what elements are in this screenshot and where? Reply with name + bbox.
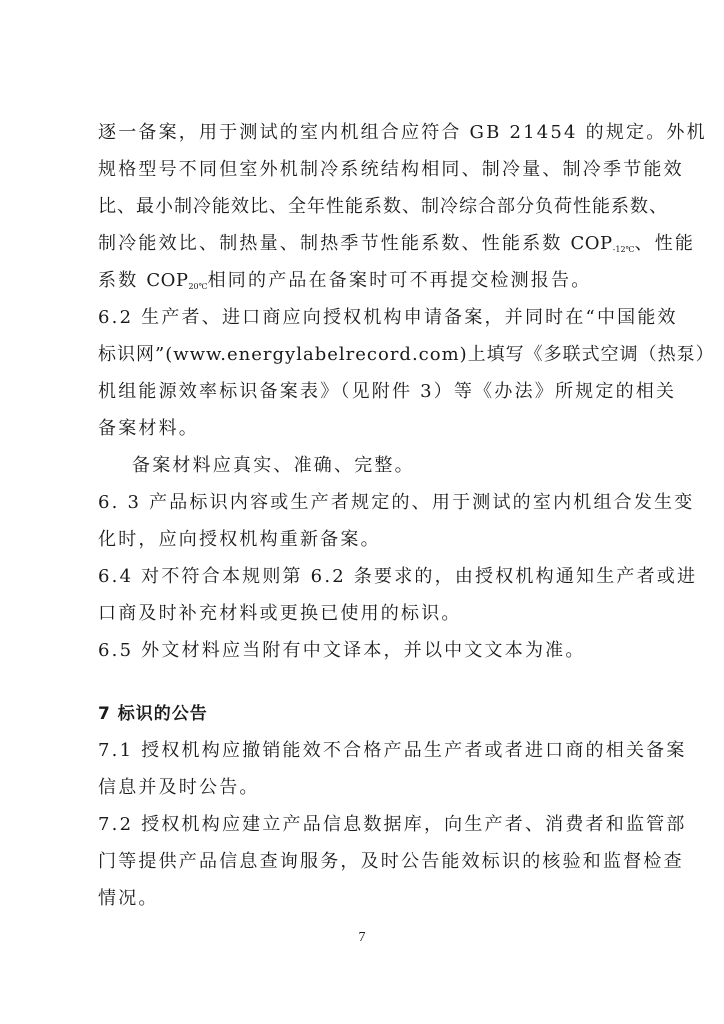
text-line: 化时，应向授权机构重新备案。 <box>98 529 381 550</box>
text-segment: 相同的产品在备案时可不再提交检测报告。 <box>207 270 592 291</box>
text-line: 6.4 对不符合本规则第 6.2 条要求的，由授权机构通知生产者或进 <box>98 566 698 587</box>
text-line: 6.2 生产者、进口商应向授权机构申请备案，并同时在“中国能效 <box>98 307 678 328</box>
text-line-cop <box>98 269 638 299</box>
text-line: 比、最小制冷能效比、全年性能系数、制冷综合部分负荷性能系数、 <box>98 196 668 217</box>
text-segment: 制冷能效比、制热量、制热季节性能系数、性能系数 <box>98 233 563 254</box>
text-line: 规格型号不同但室外机制冷系统结构相同、制冷量、制冷季节能效 <box>98 159 684 180</box>
text-line: 6.5 外文材料应当附有中文译本，并以中文文本为准。 <box>98 640 586 661</box>
text-line: 备案材料。 <box>98 418 199 439</box>
cop-label: COP <box>146 270 189 291</box>
text-line: 信息并及时公告。 <box>98 777 260 798</box>
text-segment: 系数 <box>98 270 139 291</box>
page-number: 7 <box>358 930 366 945</box>
text-line: 机组能源效率标识备案表》（见附件 3）等《办法》所规定的相关 <box>98 381 677 402</box>
text-line: 口商及时补充材料或更换已使用的标识。 <box>98 603 462 624</box>
cop-label: COP <box>570 233 613 254</box>
text-line: 逐一备案，用于测试的室内机组合应符合 GB 21454 的规定。外机 <box>98 122 707 143</box>
text-line: 门等提供产品信息查询服务，及时公告能效标识的核验和监督检查 <box>98 851 684 872</box>
text-line-cop <box>98 232 696 262</box>
text-line: 6. 3 产品标识内容或生产者规定的、用于测试的室内机组合发生变 <box>98 492 695 513</box>
text-segment: 、性能 <box>634 233 696 254</box>
section-heading: 7 标识的公告 <box>98 704 208 724</box>
cop-subscript: 20℃ <box>188 282 208 291</box>
text-line: 标识网”(www.energylabelrecord.com)上填写《多联式空调（热泵） <box>98 344 715 365</box>
text-line: 情况。 <box>98 888 159 909</box>
text-line: 7.2 授权机构应建立产品信息数据库，向生产者、消费者和监管部 <box>98 814 687 835</box>
cop-subscript: -12℃ <box>612 245 635 254</box>
text-line: 备案材料应真实、准确、完整。 <box>132 455 415 476</box>
text-line: 7.1 授权机构应撤销能效不合格产品生产者或者进口商的相关备案 <box>98 740 687 761</box>
